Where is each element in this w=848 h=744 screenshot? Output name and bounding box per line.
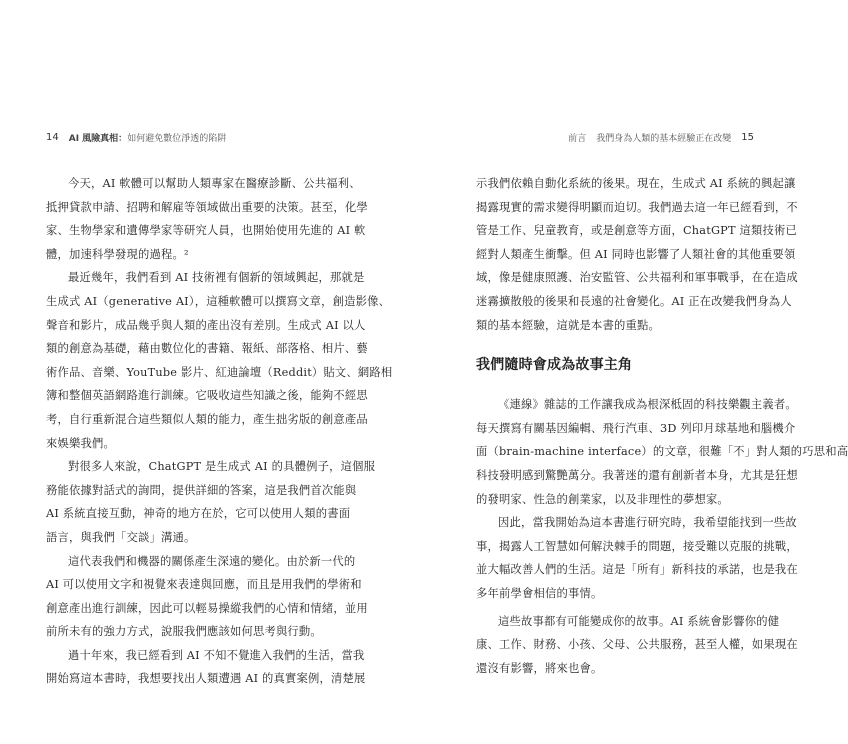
text-line: 域，像是健康照護、治安監管、公共福利和軍事戰爭，在在造成 [476, 271, 798, 285]
left-running-header [46, 130, 226, 144]
text-line: 語言，與我們「交談」溝通。 [46, 530, 196, 544]
right-paragraph-2 [476, 393, 848, 511]
text-line: 類的基本經驗，這就是本書的重點。 [476, 318, 660, 332]
text-line: 《連線》雜誌的工作讓我成為根深柢固的科技樂觀主義者。 [498, 398, 797, 412]
text-line: 抵押貸款申請、招聘和解雇等領域做出重要的決策。甚至，化學 [46, 200, 368, 214]
text-line: 示我們依賴自動化系統的後果。現在，生成式 AI 系統的興起讓 [476, 177, 796, 190]
text-line: AI 可以使用文字和視覺來表達與回應，而且是用我們的學術和 [46, 578, 362, 592]
text-line: 今天，AI 軟體可以幫助人類專家在醫療診斷、公共福利、 [68, 177, 361, 190]
left-chapter-title: 如何避免數位淨透的陷阱 [127, 133, 227, 144]
text-line: 每天撰寫有關基因編輯、飛行汽車、3D 列印月球基地和腦機介 [476, 421, 796, 435]
text-line: 的發明家、性急的創業家，以及非理性的夢想家。 [476, 492, 729, 506]
text-line: 生成式 AI（generative AI），這種軟體可以撰寫文章，創造影像、 [46, 294, 391, 308]
text-line: 揭露現實的需求變得明顯而迫切。我們過去這一年已經看到，不 [476, 200, 798, 214]
text-line: 迷霧擴散般的後果和長遠的社會變化。AI 正在改變我們身為人 [476, 294, 792, 308]
right-body-text [476, 172, 848, 680]
right-paragraph-1 [476, 172, 798, 337]
text-line: 務能依據對話式的詢問，提供詳細的答案，這是我們首次能與 [46, 483, 357, 497]
text-line: 這代表我們和機器的關係產生深遠的變化。由於新一代的 [68, 554, 356, 568]
right-page [400, 0, 848, 744]
left-book-title: AI 風險真相： [68, 133, 128, 144]
text-line: 並大幅改善人們的生活。這是「所有」新科技的承諾，也是我在 [476, 563, 798, 577]
text-line: 前所未有的強力方式，說服我們應該如何思考與行動。 [46, 625, 322, 639]
right-header-label: 前言 [568, 133, 587, 144]
left-paragraph-4 [46, 550, 368, 644]
text-line: 管是工作、兒童教育，或是創意等方面，ChatGPT 這類技術已 [476, 224, 797, 238]
left-paragraph-2 [46, 266, 393, 455]
text-line: AI 系統直接互動，神奇的地方在於，它可以使用人類的書面 [46, 507, 351, 521]
left-paragraph-5 [46, 644, 366, 691]
text-line: 創意產出進行訓練，因此可以輕易操縱我們的心情和情緒，並用 [46, 601, 368, 615]
right-paragraph-4 [476, 610, 798, 681]
text-line: 康、工作、財務、小孩、父母、公共服務，甚至人權，如果現在 [476, 638, 798, 652]
text-line: 類的創意為基礎，藉由數位化的書籍、報紙、部落格、相片、藝 [46, 342, 368, 356]
right-chapter-title: 我們身為人類的基本經驗正在改變 [596, 133, 732, 144]
text-line: 簿和整個英語網路進行訓練。它吸收這些知識之後，能夠不經思 [46, 389, 368, 403]
text-line: 過十年來，我已經看到 AI 不知不覺進入我們的生活，當我 [68, 648, 365, 662]
text-line: 家、生物學家和遺傳學家等研究人員，也開始使用先進的 AI 軟 [46, 224, 366, 238]
left-paragraph-1 [46, 172, 368, 266]
right-page-number: 15 [741, 131, 754, 143]
text-line: 術作品、音樂、YouTube 影片、紅迪論壇（Reddit）貼文、網路相 [46, 365, 393, 379]
text-line: 對很多人來說，ChatGPT 是生成式 AI 的具體例子，這個服 [68, 460, 376, 474]
text-line: 還沒有影響，將來也會。 [476, 661, 603, 675]
text-line: 科技發明感到驚艷萬分。我著迷的還有創新者本身，尤其是狂想 [476, 468, 798, 482]
text-line: 來娛樂我們。 [46, 436, 115, 450]
text-line: 面（brain-machine interface）的文章，很難「不」對人類的巧思和高 [476, 445, 848, 459]
left-paragraph-3 [46, 455, 376, 549]
right-running-header [568, 130, 754, 144]
text-line: 這些故事都有可能變成你的故事。AI 系統會影響你的健 [498, 614, 780, 628]
text-line: 考，自行重新混合這些類似人類的能力，產生拙劣版的創意產品 [46, 412, 368, 426]
left-page-number: 14 [46, 131, 59, 143]
text-line: 體，加速科學發現的過程。² [46, 247, 189, 261]
text-line: 事，揭露人工智慧如何解決棘手的問題，接受難以克服的挑戰， [476, 539, 798, 553]
left-body-text [46, 172, 393, 691]
left-page [0, 0, 400, 744]
text-line: 開始寫這本書時，我想要找出人類遭遇 AI 的真實案例，清楚展 [46, 672, 366, 686]
right-paragraph-3 [476, 511, 798, 605]
text-line: 最近幾年，我們看到 AI 技術裡有個新的領域興起，那就是 [68, 271, 365, 285]
text-line: 聲音和影片，成品幾乎與人類的產出沒有差別。生成式 AI 以人 [46, 318, 366, 332]
text-line: 因此，當我開始為這本書進行研究時，我希望能找到一些故 [498, 516, 797, 530]
text-line: 經對人類產生衝擊。但 AI 同時也影響了人類社會的其他重要領 [476, 247, 796, 261]
text-line: 多年前學會相信的事情。 [476, 586, 603, 600]
section-heading: 我們隨時會成為故事主角 [476, 357, 633, 374]
